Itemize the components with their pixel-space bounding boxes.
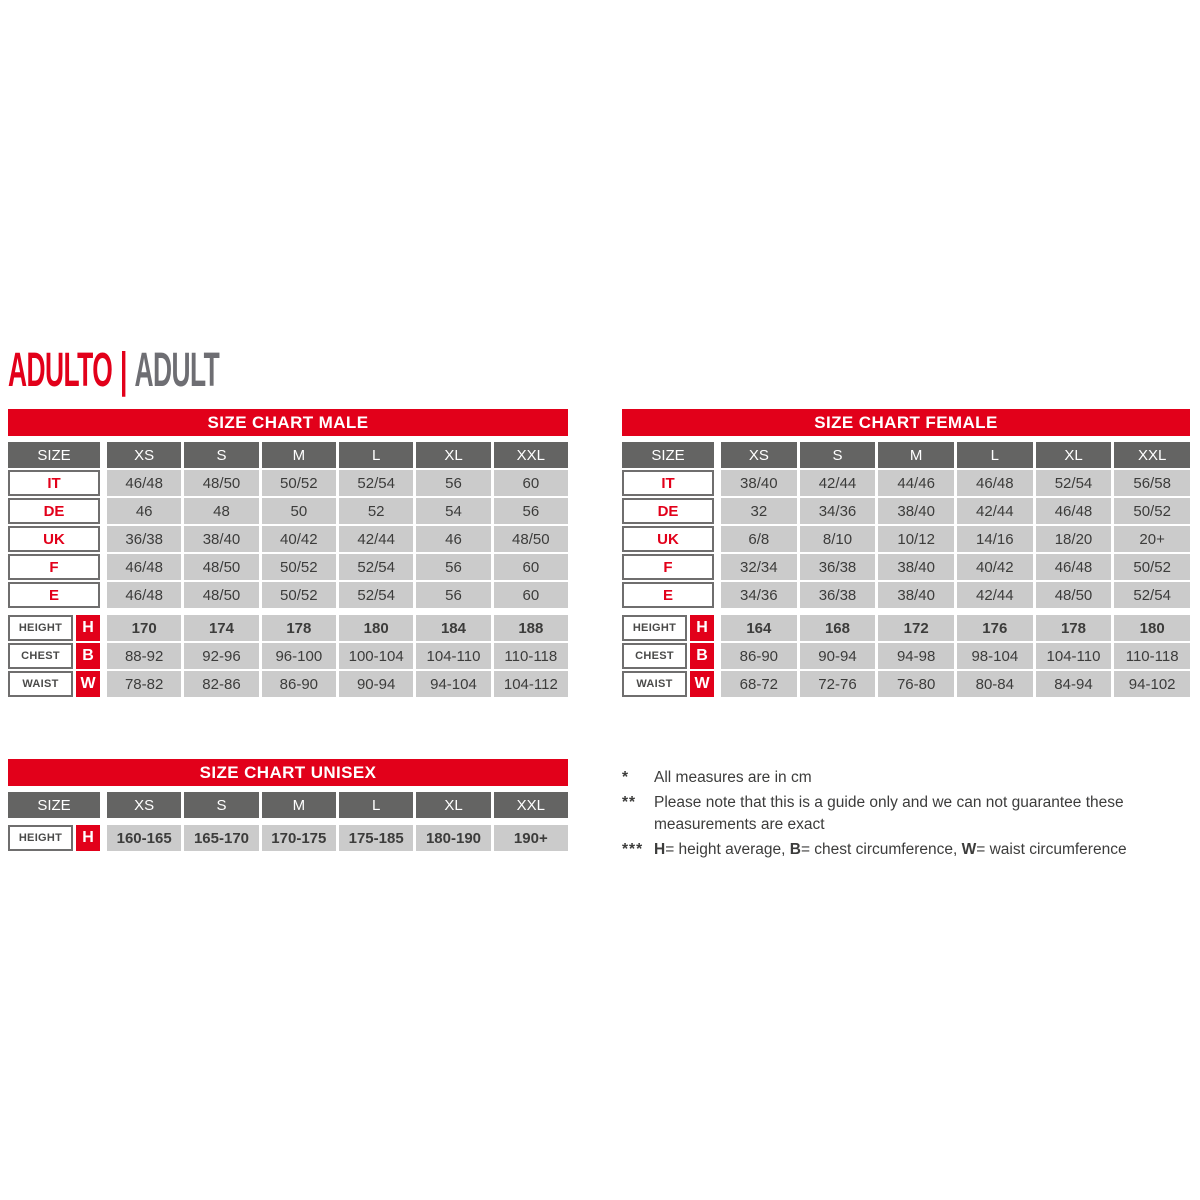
size-value-cell: 50/52 <box>1114 498 1190 524</box>
measure-value-cell: 100-104 <box>339 643 413 669</box>
size-header-cell: SIZE <box>622 442 714 468</box>
measure-row-height <box>8 615 568 641</box>
size-value-cell: 52/54 <box>339 470 413 496</box>
size-value-cell: 42/44 <box>957 498 1033 524</box>
h-code-badge: H <box>690 615 714 641</box>
measure-label-group <box>8 825 100 851</box>
b-code-badge: B <box>76 643 100 669</box>
size-column-header: S <box>800 442 876 468</box>
measure-value-cell: 168 <box>800 615 876 641</box>
measure-value-cell: 160-165 <box>107 825 181 851</box>
country-size-row <box>8 582 568 608</box>
size-value-cell: 46/48 <box>107 554 181 580</box>
measure-value-cell: 92-96 <box>184 643 258 669</box>
size-value-cell: 20+ <box>1114 526 1190 552</box>
size-value-cell: 56 <box>494 498 568 524</box>
footnote <box>622 839 1178 861</box>
h-code-badge: H <box>76 825 100 851</box>
size-value-cell: 38/40 <box>878 554 954 580</box>
size-chart-female-table <box>622 409 1190 699</box>
size-value-cell: 42/44 <box>800 470 876 496</box>
measure-row-height <box>8 825 568 851</box>
size-value-cell: 52 <box>339 498 413 524</box>
table-title-banner: SIZE CHART MALE <box>8 409 568 436</box>
b-code-badge: B <box>690 643 714 669</box>
measure-row-waist <box>8 671 568 697</box>
footnote-marker: *** <box>622 841 644 858</box>
measure-value-cell: 84-94 <box>1036 671 1112 697</box>
size-value-cell: 40/42 <box>262 526 336 552</box>
size-value-cell: 48/50 <box>184 554 258 580</box>
measure-value-cell: 178 <box>1036 615 1112 641</box>
chest-label: CHEST <box>8 643 73 669</box>
country-label-e: E <box>622 582 714 608</box>
country-size-row <box>8 498 568 524</box>
country-size-row <box>622 554 1190 580</box>
country-size-row <box>8 554 568 580</box>
size-value-cell: 38/40 <box>878 498 954 524</box>
title-separator: | <box>119 344 127 397</box>
measure-value-cell: 88-92 <box>107 643 181 669</box>
measure-value-cell: 94-104 <box>416 671 490 697</box>
table-title-banner: SIZE CHART FEMALE <box>622 409 1190 436</box>
size-value-cell: 50/52 <box>262 554 336 580</box>
size-column-header: S <box>184 792 258 818</box>
w-code-badge: W <box>690 671 714 697</box>
measure-value-cell: 94-98 <box>878 643 954 669</box>
size-value-cell: 60 <box>494 582 568 608</box>
size-column-header: XS <box>107 442 181 468</box>
measure-label-group <box>8 643 100 669</box>
measure-value-cell: 170-175 <box>262 825 336 851</box>
footnote <box>622 767 1178 789</box>
country-label-it: IT <box>622 470 714 496</box>
h-code-badge: H <box>76 615 100 641</box>
size-value-cell: 52/54 <box>339 582 413 608</box>
country-label-de: DE <box>8 498 100 524</box>
measure-value-cell: 78-82 <box>107 671 181 697</box>
measure-value-cell: 174 <box>184 615 258 641</box>
measure-value-cell: 104-112 <box>494 671 568 697</box>
measure-value-cell: 110-118 <box>494 643 568 669</box>
size-value-cell: 46/48 <box>1036 498 1112 524</box>
country-size-row <box>622 582 1190 608</box>
size-header-row <box>622 442 1190 468</box>
size-column-header: XS <box>107 792 181 818</box>
country-label-e: E <box>8 582 100 608</box>
measure-value-cell: 180-190 <box>416 825 490 851</box>
footnote-marker: * <box>622 769 630 786</box>
size-column-header: M <box>262 442 336 468</box>
size-value-cell: 38/40 <box>878 582 954 608</box>
size-chart-male-table <box>8 409 568 699</box>
waist-label: WAIST <box>622 671 687 697</box>
size-column-header: XXL <box>494 442 568 468</box>
measure-label-group <box>622 671 714 697</box>
measure-value-cell: 90-94 <box>339 671 413 697</box>
measure-value-cell: 164 <box>721 615 797 641</box>
measure-value-cell: 165-170 <box>184 825 258 851</box>
measure-value-cell: 68-72 <box>721 671 797 697</box>
country-label-f: F <box>8 554 100 580</box>
size-column-header: XL <box>416 792 490 818</box>
measure-value-cell: 90-94 <box>800 643 876 669</box>
size-value-cell: 56 <box>416 582 490 608</box>
table-title-banner: SIZE CHART UNISEX <box>8 759 568 786</box>
country-size-row <box>8 470 568 496</box>
size-value-cell: 48/50 <box>184 470 258 496</box>
size-chart-unisex-table <box>8 759 568 853</box>
measure-value-cell: 110-118 <box>1114 643 1190 669</box>
measure-value-cell: 86-90 <box>721 643 797 669</box>
size-value-cell: 46 <box>107 498 181 524</box>
page-title <box>8 344 220 397</box>
country-size-row <box>622 526 1190 552</box>
measure-value-cell: 178 <box>262 615 336 641</box>
measure-value-cell: 176 <box>957 615 1033 641</box>
country-size-row <box>622 470 1190 496</box>
measure-label-group <box>622 615 714 641</box>
measure-value-cell: 72-76 <box>800 671 876 697</box>
size-value-cell: 8/10 <box>800 526 876 552</box>
size-header-cell: SIZE <box>8 442 100 468</box>
measure-label-group <box>8 671 100 697</box>
size-column-header: XS <box>721 442 797 468</box>
size-value-cell: 50 <box>262 498 336 524</box>
country-label-de: DE <box>622 498 714 524</box>
measure-value-cell: 96-100 <box>262 643 336 669</box>
measure-value-cell: 80-84 <box>957 671 1033 697</box>
size-value-cell: 42/44 <box>957 582 1033 608</box>
size-value-cell: 46/48 <box>1036 554 1112 580</box>
height-label: HEIGHT <box>8 825 73 851</box>
country-size-row <box>622 498 1190 524</box>
size-value-cell: 48/50 <box>494 526 568 552</box>
footnote-text: H= height average, B= chest circumference, W= waist circumference <box>654 841 1127 858</box>
size-column-header: L <box>339 792 413 818</box>
measure-row-waist <box>622 671 1190 697</box>
measure-value-cell: 104-110 <box>416 643 490 669</box>
measure-row-height <box>622 615 1190 641</box>
measure-value-cell: 180 <box>339 615 413 641</box>
size-value-cell: 48/50 <box>1036 582 1112 608</box>
height-label: HEIGHT <box>8 615 73 641</box>
size-value-cell: 56 <box>416 470 490 496</box>
measure-value-cell: 94-102 <box>1114 671 1190 697</box>
size-value-cell: 34/36 <box>721 582 797 608</box>
footnote <box>622 792 1178 836</box>
page-title-secondary: ADULT <box>134 344 220 397</box>
size-value-cell: 52/54 <box>1114 582 1190 608</box>
country-size-row <box>8 526 568 552</box>
measure-label-group <box>622 643 714 669</box>
size-value-cell: 52/54 <box>339 554 413 580</box>
chest-label: CHEST <box>622 643 687 669</box>
size-column-header: M <box>878 442 954 468</box>
size-value-cell: 56 <box>416 554 490 580</box>
size-value-cell: 42/44 <box>339 526 413 552</box>
size-header-row <box>8 442 568 468</box>
size-value-cell: 36/38 <box>800 582 876 608</box>
size-value-cell: 44/46 <box>878 470 954 496</box>
footnote-marker: ** <box>622 794 637 811</box>
size-value-cell: 46 <box>416 526 490 552</box>
country-label-uk: UK <box>622 526 714 552</box>
measure-value-cell: 82-86 <box>184 671 258 697</box>
measure-value-cell: 184 <box>416 615 490 641</box>
measure-value-cell: 170 <box>107 615 181 641</box>
size-column-header: L <box>957 442 1033 468</box>
size-value-cell: 32 <box>721 498 797 524</box>
size-value-cell: 36/38 <box>800 554 876 580</box>
waist-label: WAIST <box>8 671 73 697</box>
size-value-cell: 50/52 <box>262 470 336 496</box>
size-value-cell: 48/50 <box>184 582 258 608</box>
size-column-header: XL <box>416 442 490 468</box>
size-value-cell: 50/52 <box>262 582 336 608</box>
size-column-header: M <box>262 792 336 818</box>
w-code-badge: W <box>76 671 100 697</box>
size-value-cell: 60 <box>494 470 568 496</box>
size-value-cell: 54 <box>416 498 490 524</box>
size-column-header: XXL <box>1114 442 1190 468</box>
size-column-header: XXL <box>494 792 568 818</box>
footnote-text: All measures are in cm <box>654 769 812 786</box>
size-header-row <box>8 792 568 818</box>
size-column-header: S <box>184 442 258 468</box>
size-value-cell: 46/48 <box>107 470 181 496</box>
size-value-cell: 36/38 <box>107 526 181 552</box>
height-label: HEIGHT <box>622 615 687 641</box>
footnote-text: Please note that this is a guide only and we can not guarantee these measurements are exact <box>654 794 1124 833</box>
country-label-uk: UK <box>8 526 100 552</box>
size-value-cell: 6/8 <box>721 526 797 552</box>
size-header-cell: SIZE <box>8 792 100 818</box>
measure-value-cell: 86-90 <box>262 671 336 697</box>
measure-value-cell: 188 <box>494 615 568 641</box>
measure-row-chest <box>8 643 568 669</box>
size-value-cell: 60 <box>494 554 568 580</box>
size-value-cell: 46/48 <box>107 582 181 608</box>
size-column-header: XL <box>1036 442 1112 468</box>
measure-value-cell: 76-80 <box>878 671 954 697</box>
size-value-cell: 48 <box>184 498 258 524</box>
size-value-cell: 56/58 <box>1114 470 1190 496</box>
page-title-primary: ADULTO <box>8 344 113 397</box>
size-value-cell: 18/20 <box>1036 526 1112 552</box>
size-value-cell: 52/54 <box>1036 470 1112 496</box>
size-value-cell: 38/40 <box>184 526 258 552</box>
size-column-header: L <box>339 442 413 468</box>
size-value-cell: 34/36 <box>800 498 876 524</box>
measure-row-chest <box>622 643 1190 669</box>
size-value-cell: 10/12 <box>878 526 954 552</box>
size-value-cell: 14/16 <box>957 526 1033 552</box>
size-value-cell: 32/34 <box>721 554 797 580</box>
measure-value-cell: 180 <box>1114 615 1190 641</box>
measure-value-cell: 190+ <box>494 825 568 851</box>
measure-label-group <box>8 615 100 641</box>
size-value-cell: 46/48 <box>957 470 1033 496</box>
country-label-f: F <box>622 554 714 580</box>
measure-value-cell: 104-110 <box>1036 643 1112 669</box>
measure-value-cell: 172 <box>878 615 954 641</box>
size-value-cell: 40/42 <box>957 554 1033 580</box>
measure-value-cell: 175-185 <box>339 825 413 851</box>
footnotes <box>622 767 1178 864</box>
size-value-cell: 50/52 <box>1114 554 1190 580</box>
size-value-cell: 38/40 <box>721 470 797 496</box>
country-label-it: IT <box>8 470 100 496</box>
measure-value-cell: 98-104 <box>957 643 1033 669</box>
